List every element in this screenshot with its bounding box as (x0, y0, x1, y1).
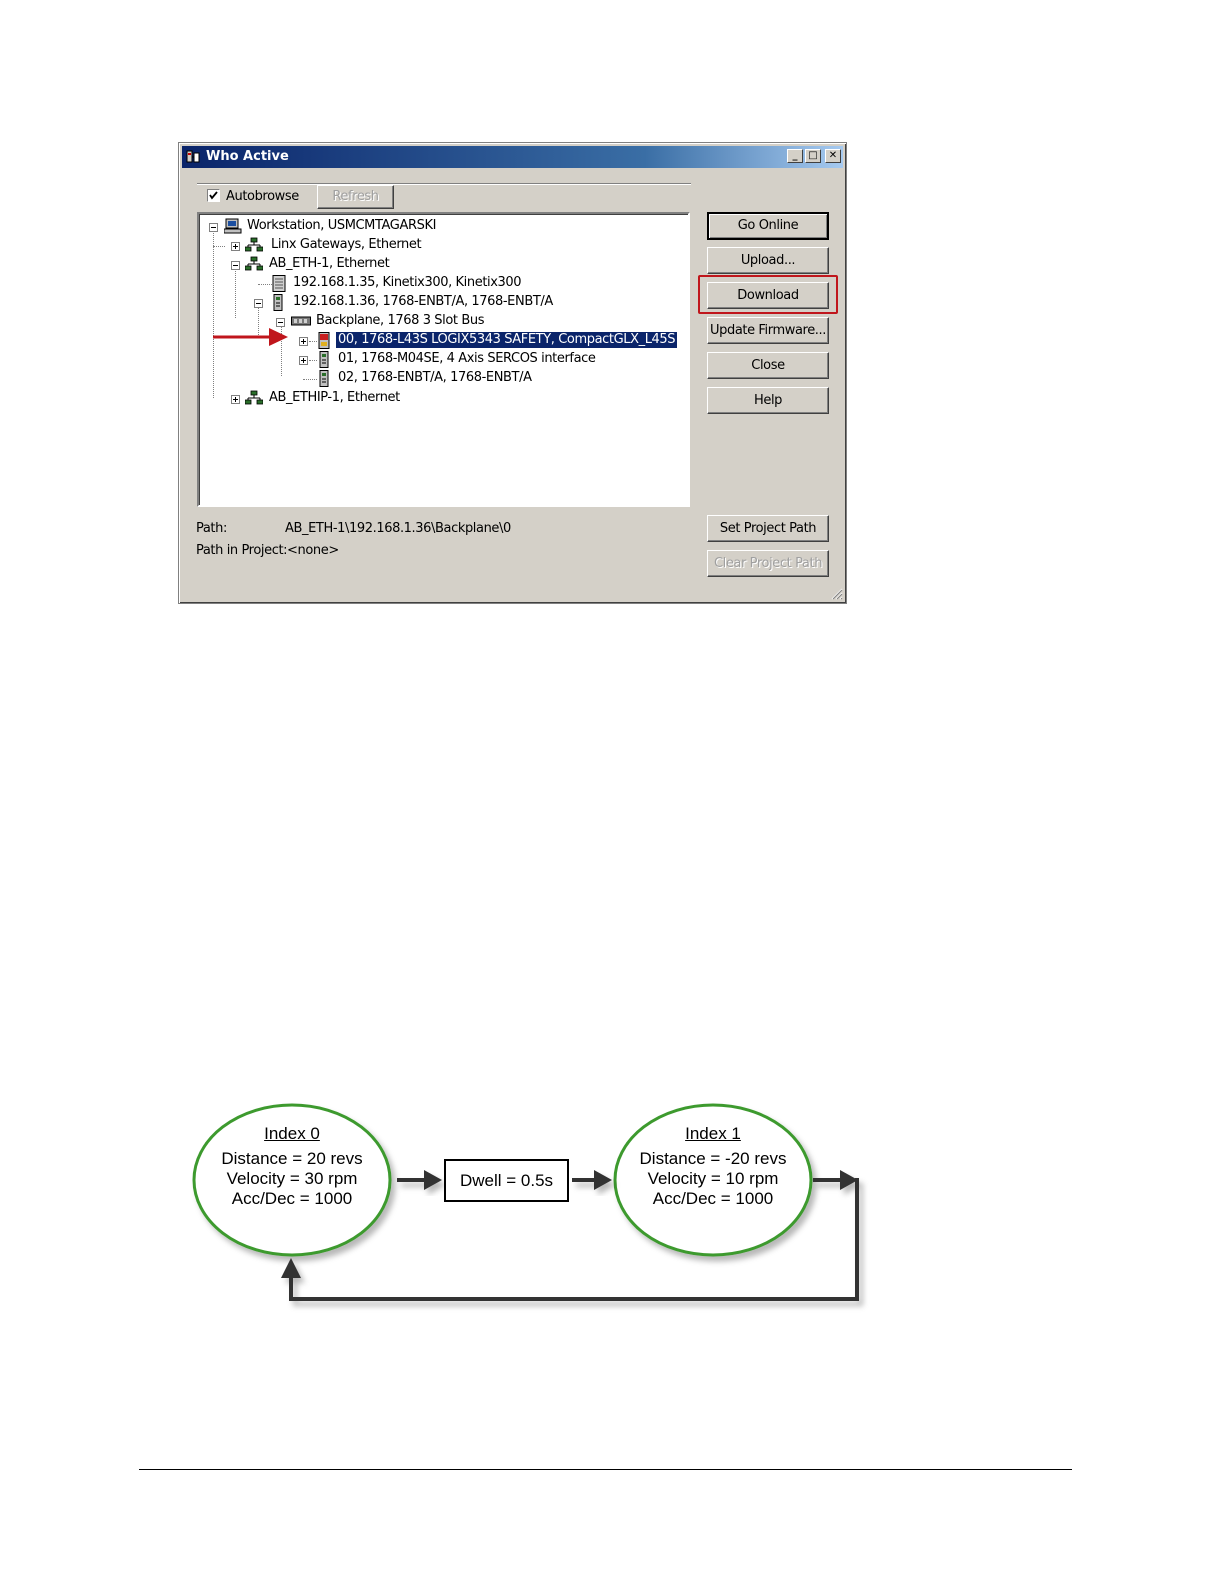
index-0-velocity: Velocity = 30 rpm (226, 1169, 358, 1188)
tree-node-ab-eth-1[interactable]: AB_ETH-1, Ethernet (269, 256, 390, 271)
tree-node-ab-ethip-1[interactable]: AB_ETHIP-1, Ethernet (269, 390, 400, 405)
tree-node-enbt-136[interactable]: 192.168.1.36, 1768-ENBT/A, 1768-ENBT/A (293, 294, 553, 309)
tree-node-linx-gateways[interactable]: Linx Gateways, Ethernet (271, 237, 422, 252)
index-1-velocity: Velocity = 10 rpm (647, 1169, 779, 1188)
minimize-button[interactable]: _ (787, 149, 803, 163)
tree-node-slot-00-selected[interactable]: 00, 1768-L43S LOGIX5343 SAFETY, CompactGLX_L45S (338, 332, 676, 347)
set-project-path-button[interactable]: Set Project Path (707, 515, 829, 542)
path-in-project-value: <none> (287, 543, 339, 558)
index-1-text (625, 1124, 801, 1209)
index-0-title: Index 0 (264, 1124, 320, 1143)
arrow-dwell-to-index1 (572, 1170, 612, 1190)
upload-button[interactable]: Upload... (707, 247, 829, 274)
index-1-accdec: Acc/Dec = 1000 (652, 1189, 774, 1208)
path-value: AB_ETH-1\192.168.1.36\Backplane\0 (285, 521, 511, 536)
tree-node-slot-02[interactable]: 02, 1768-ENBT/A, 1768-ENBT/A (338, 370, 532, 385)
index-0-distance: Distance = 20 revs (221, 1149, 363, 1168)
arrow-index0-to-dwell (397, 1170, 442, 1190)
dialog-title: Who Active (206, 149, 289, 164)
close-window-button[interactable]: ✕ (825, 149, 841, 163)
download-button[interactable]: Download (707, 282, 829, 309)
index-1-title: Index 1 (685, 1124, 741, 1143)
clear-project-path-button[interactable]: Clear Project Path (707, 550, 829, 577)
path-label: Path: (196, 521, 227, 536)
tree-node-kinetix300[interactable]: 192.168.1.35, Kinetix300, Kinetix300 (293, 275, 522, 290)
index-0-accdec: Acc/Dec = 1000 (231, 1189, 353, 1208)
dwell-box: Dwell = 0.5s (444, 1159, 569, 1202)
go-online-button[interactable]: Go Online (707, 212, 829, 240)
autobrowse-label: Autobrowse (226, 189, 299, 204)
update-firmware-button[interactable]: Update Firmware... (707, 317, 829, 344)
tree-node-slot-01[interactable]: 01, 1768-M04SE, 4 Axis SERCOS interface (338, 351, 596, 366)
index-1-distance: Distance = -20 revs (639, 1149, 787, 1168)
maximize-button[interactable]: □ (805, 149, 821, 163)
close-button[interactable]: Close (707, 352, 829, 379)
index-0-text (204, 1124, 380, 1209)
tree-node-backplane[interactable]: Backplane, 1768 3 Slot Bus (316, 313, 485, 328)
tree-node-workstation[interactable]: Workstation, USMCMTAGARSKI (247, 218, 437, 233)
help-button[interactable]: Help (707, 387, 829, 414)
refresh-button[interactable]: Refresh (317, 185, 394, 209)
path-in-project-label: Path in Project: (196, 543, 288, 558)
footer-rule (139, 1469, 1072, 1470)
